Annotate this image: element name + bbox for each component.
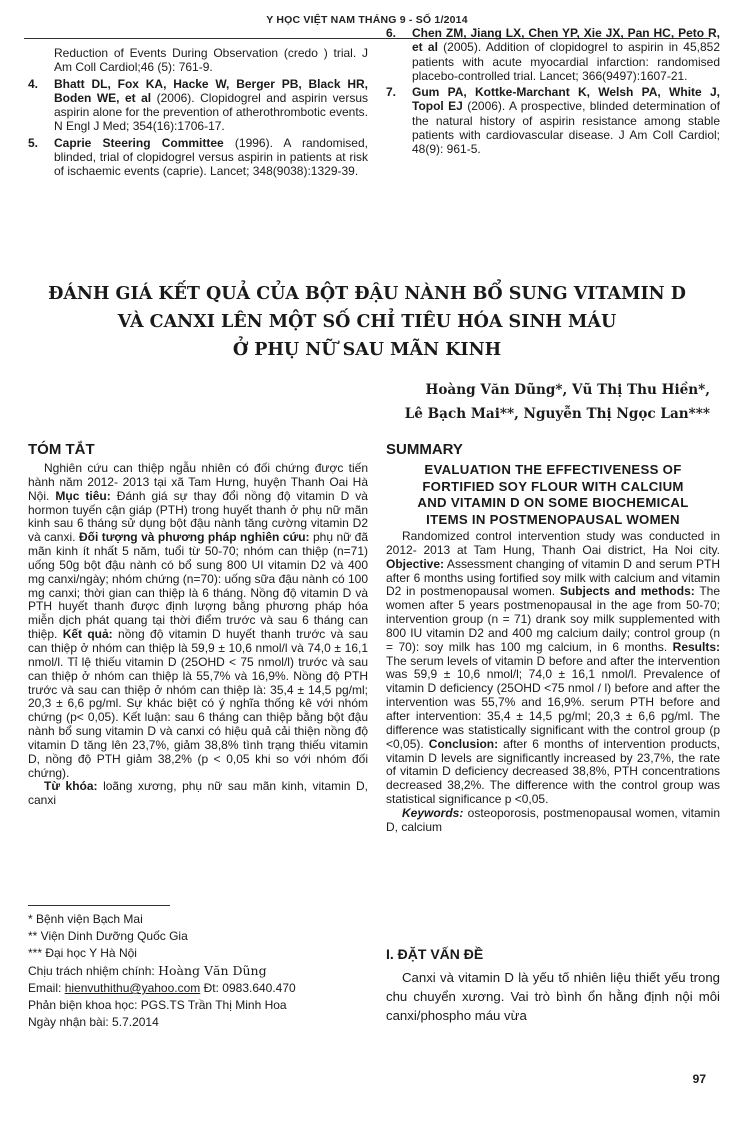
phone-number: Đt: 0983.640.470: [200, 981, 296, 995]
received-date: Ngày nhận bài: 5.7.2014: [28, 1015, 159, 1029]
reference-authors: Bhatt DL, Fox KA, Hacke W, Berger PB, Black HR, Boden WE, et al: [54, 76, 368, 105]
article-title-line: ĐÁNH GIÁ KẾT QUẢ CỦA BỘT ĐẬU NÀNH BỔ SUNG VITAMIN D: [48, 284, 686, 304]
contact-line: [28, 980, 368, 997]
reference-body: [412, 26, 720, 83]
responsible-label: Chịu trách nhiệm chính:: [28, 964, 159, 978]
summary-body: [386, 530, 720, 807]
methods-label: Đối tượng và phương pháp nghiên cứu:: [78, 530, 310, 545]
vietnamese-abstract: [28, 441, 368, 808]
reference-authors: Chen ZM, Jiang LX, Chen YP, Xie JX, Pan HC, Peto R, et al: [412, 26, 720, 55]
objective-text: Assessment changing of vitamin D and serum PTH after 6 months using fortified soy milk with calcium and vitamin D2 in postmenopausal women.: [386, 556, 720, 599]
email-label: Email:: [28, 981, 65, 995]
keywords: [386, 807, 720, 835]
reference-body: [412, 85, 720, 156]
running-head: Y HỌC VIỆT NAM THÁNG 9 - SỐ 1/2014: [266, 14, 468, 26]
keywords-text: osteoporosis, postmenopausal women, vitamin D, calcium: [386, 805, 720, 834]
reference-number: [28, 46, 54, 75]
affiliation: * Bệnh viện Bạch Mai: [28, 912, 143, 926]
affiliation: ** Viện Dinh Dưỡng Quốc Gia: [28, 929, 188, 943]
reference-number: 4.: [28, 76, 39, 91]
keywords: [28, 780, 368, 808]
abstract-body: [28, 462, 368, 780]
reference-number: 7.: [386, 85, 397, 100]
responsible-name: Hoàng Văn Dũng: [158, 963, 267, 978]
results-label: Kết quả:: [62, 627, 113, 642]
reference-body: [54, 77, 368, 134]
summary-heading: SUMMARY: [386, 441, 463, 458]
reference-authors: Caprie Steering Committee: [54, 135, 224, 150]
results-label: Results:: [672, 639, 720, 654]
article-title: [0, 280, 734, 364]
abstract-intro: Nghiên cứu can thiệp ngẫu nhiên có đối chứng được tiến hành năm 2012- 2013 tại xã Tam Hưng, huyện Thanh Oai Hà Nội.: [28, 461, 368, 503]
reference-text: (2006). Clopidogrel and aspirin versus aspirin alone for the prevention of atherothrombotic events. N Engl J Med; 354(16):1706-17.: [54, 90, 368, 134]
conclusion-label: Conclusion:: [428, 736, 499, 751]
reference-text: (1996). A randomised, blinded, trial of clopidogrel versus aspirin in patients at risk of ischaemic events (caprie). Lancet; 348(9038):1329-39.: [54, 135, 368, 179]
footnotes: [28, 911, 368, 1031]
reference-item: [28, 77, 368, 134]
abstract-heading: TÓM TẮT: [28, 441, 95, 458]
english-summary: [386, 441, 720, 835]
summary-title-line: AND VITAMIN D ON SOME BIOCHEMICAL: [417, 495, 689, 510]
author-line: Hoàng Văn Dũng*, Vũ Thị Thu Hiền*,: [425, 382, 710, 398]
reference-authors: Gum PA, Kottke-Marchant K, Welsh PA, White J, Topol EJ: [412, 85, 720, 114]
objective-label: Objective:: [386, 556, 445, 571]
introduction-section: [386, 946, 720, 1025]
author-line: Lê Bạch Mai**, Nguyễn Thị Ngọc Lan***: [404, 406, 710, 422]
summary-title-line: ITEMS IN POSTMENOPAUSAL WOMEN: [426, 511, 680, 527]
section-heading: I. ĐẶT VẤN ĐỀ: [386, 946, 484, 962]
article-title-line: Ở PHỤ NỮ SAU MÃN KINH: [232, 340, 502, 360]
reference-text: (2005). Addition of clopidogrel to aspirin in 45,852 patients with acute myocardial infarction: randomised placebo-controlled trial. Lancet; 366(9497):1607-21.: [412, 40, 720, 83]
methods-text: The women after 5 years postmenopausal in the age from 50-70; intervention group (n = 71) drank soy milk supplemented with 800 IU vitamin D2 and 400 mg calcium daily; control group (n = 70): soy milk has 100 mg calcium, in 6 months.: [386, 584, 721, 654]
affiliation: *** Đại học Y Hà Nội: [28, 946, 137, 960]
reference-text: (2006). A prospective, blinded determination of the natural history of aspirin resistance among stable patients with cardiovascular disease. J Am Coll Cardiol; 48(9): 961-5.: [412, 99, 721, 157]
keywords-label: Keywords:: [402, 805, 464, 820]
methods-text: phụ nữ đã mãn kinh ít nhất 5 năm, tuổi từ 50-70; nhóm can thiệp (n=71) uống 50g bột đậu nành có bổ sung 800 UI vitamin D2 và 400 mg canxi/ngày; nhóm chứng (n=70): uống sữa đậu nành có 100 mg canxi; thời gian can thiệp là 6 tháng. Nồng độ vitamin D và PTH huyết thanh được định lượng bằng phương pháp hóa miễn dịch phát quang tại thời điểm trước và sau 6 tháng can thiệp.: [28, 530, 369, 642]
conclusion-text: after 6 months of intervention products, vitamin D levels are significantly increased by 23,7%, the rate of vitamin D deficiency decreased 38,8%, PTH concentrations decreased 38,2%. The difference with the control group was statistical significance p <0,05.: [386, 736, 721, 807]
objective-text: Đánh giá sự thay đổi nồng độ vitamin D và hormon tuyến cận giáp (PTH) trong huyết thanh ở phụ nữ mãn kinh sau 6 tháng sử dụng bột đậu nành tăng cường vitamin D2 và canxi.: [28, 488, 368, 545]
reviewer: Phản biện khoa học: PGS.TS Trần Thị Minh Hoa: [28, 998, 287, 1012]
reference-item: [386, 85, 720, 156]
keywords-text: loãng xương, phụ nữ sau mãn kinh, vitamin D, canxi: [28, 779, 369, 808]
reference-number: 5.: [28, 135, 39, 150]
author-list: [290, 378, 710, 426]
page-number: 97: [692, 1072, 706, 1086]
references-left: [28, 46, 368, 181]
summary-title-line: FORTIFIED SOY FLOUR WITH CALCIUM: [422, 478, 684, 494]
reference-item: [28, 136, 368, 179]
reference-item: [386, 26, 720, 83]
summary-title-line: EVALUATION THE EFFECTIVENESS OF: [424, 462, 682, 477]
section-text: Canxi và vitamin D là yếu tố nhiên liệu thiết yếu trong chu chuyển xương. Vai trò bình ổn hằng định nội môi canxi/phospho máu vừa: [386, 970, 720, 1023]
responsible-author: [28, 962, 368, 980]
reference-text: Reduction of Events During Observation (credo ) trial. J Am Coll Cardiol;46 (5): 761-9.: [54, 46, 368, 75]
objective-label: Mục tiêu:: [55, 488, 111, 503]
methods-label: Subjects and methods:: [559, 584, 695, 599]
reference-body: [54, 136, 368, 179]
email-link[interactable]: hienvuthithu@yahoo.com: [64, 981, 201, 995]
article-title-line: VÀ CANXI LÊN MỘT SỐ CHỈ TIÊU HÓA SINH MÁU: [117, 312, 617, 332]
summary-intro: Randomized control intervention study was conducted in 2012- 2013 at Tam Hung, Thanh Oai district, Ha Noi city.: [386, 529, 720, 557]
results-text: The serum levels of vitamin D before and after the intervention was 59,9 ± 10,6 nmol/l; 74,0 ± 16,1 nmol/l. Prevalence of vitamin D deficiency (25OHD <75 nmol / l) before and after the intervention was 55,7% and 16,9%. serum PTH before and after intervention: 35,4 ± 14,5 pg/ml; 20,3 ± 6,6 pg/ml. The difference was statistically significant with the control group (p <0,05).: [386, 653, 720, 751]
reference-number: 6.: [386, 26, 397, 40]
reference-item: [28, 46, 368, 75]
results-text: nồng độ vitamin D huyết thanh trước và sau can thiệp ở nhóm can thiệp là 59,9 ± 10,6 nmol/l và 74,0 ± 16,1 nmol/l. Tỉ lệ thiếu vitamin D (25OHD < 75 nmol/l) trước và sau can thiệp ở nhóm can thiệp là 55,7% và 16,9%. Nồng độ PTH trước và sau can thiệp ở nhóm can thiệp là: 35,4 ± 14,5 pg/ml; 20,3 ± 6,6 pg/ml. Sự khác biệt có ý nghĩa thống kê với nhóm chứng (p< 0,05). Kết luận: sau 6 tháng can thiệp bằng bột đậu nành bổ sung vitamin D và canxi có hiệu quả cải thiện nồng độ vitamin D tăng lên 23,7%, giảm 38,8% tình trạng thiếu vitamin D, nồng độ PTH giảm 38,2% (p < 0,05 khi so với nhóm đối chứng).: [28, 627, 368, 780]
references-right: [386, 26, 720, 159]
summary-title: [386, 462, 720, 528]
footnote-rule: [28, 905, 170, 906]
keywords-label: Từ khóa:: [44, 779, 98, 794]
